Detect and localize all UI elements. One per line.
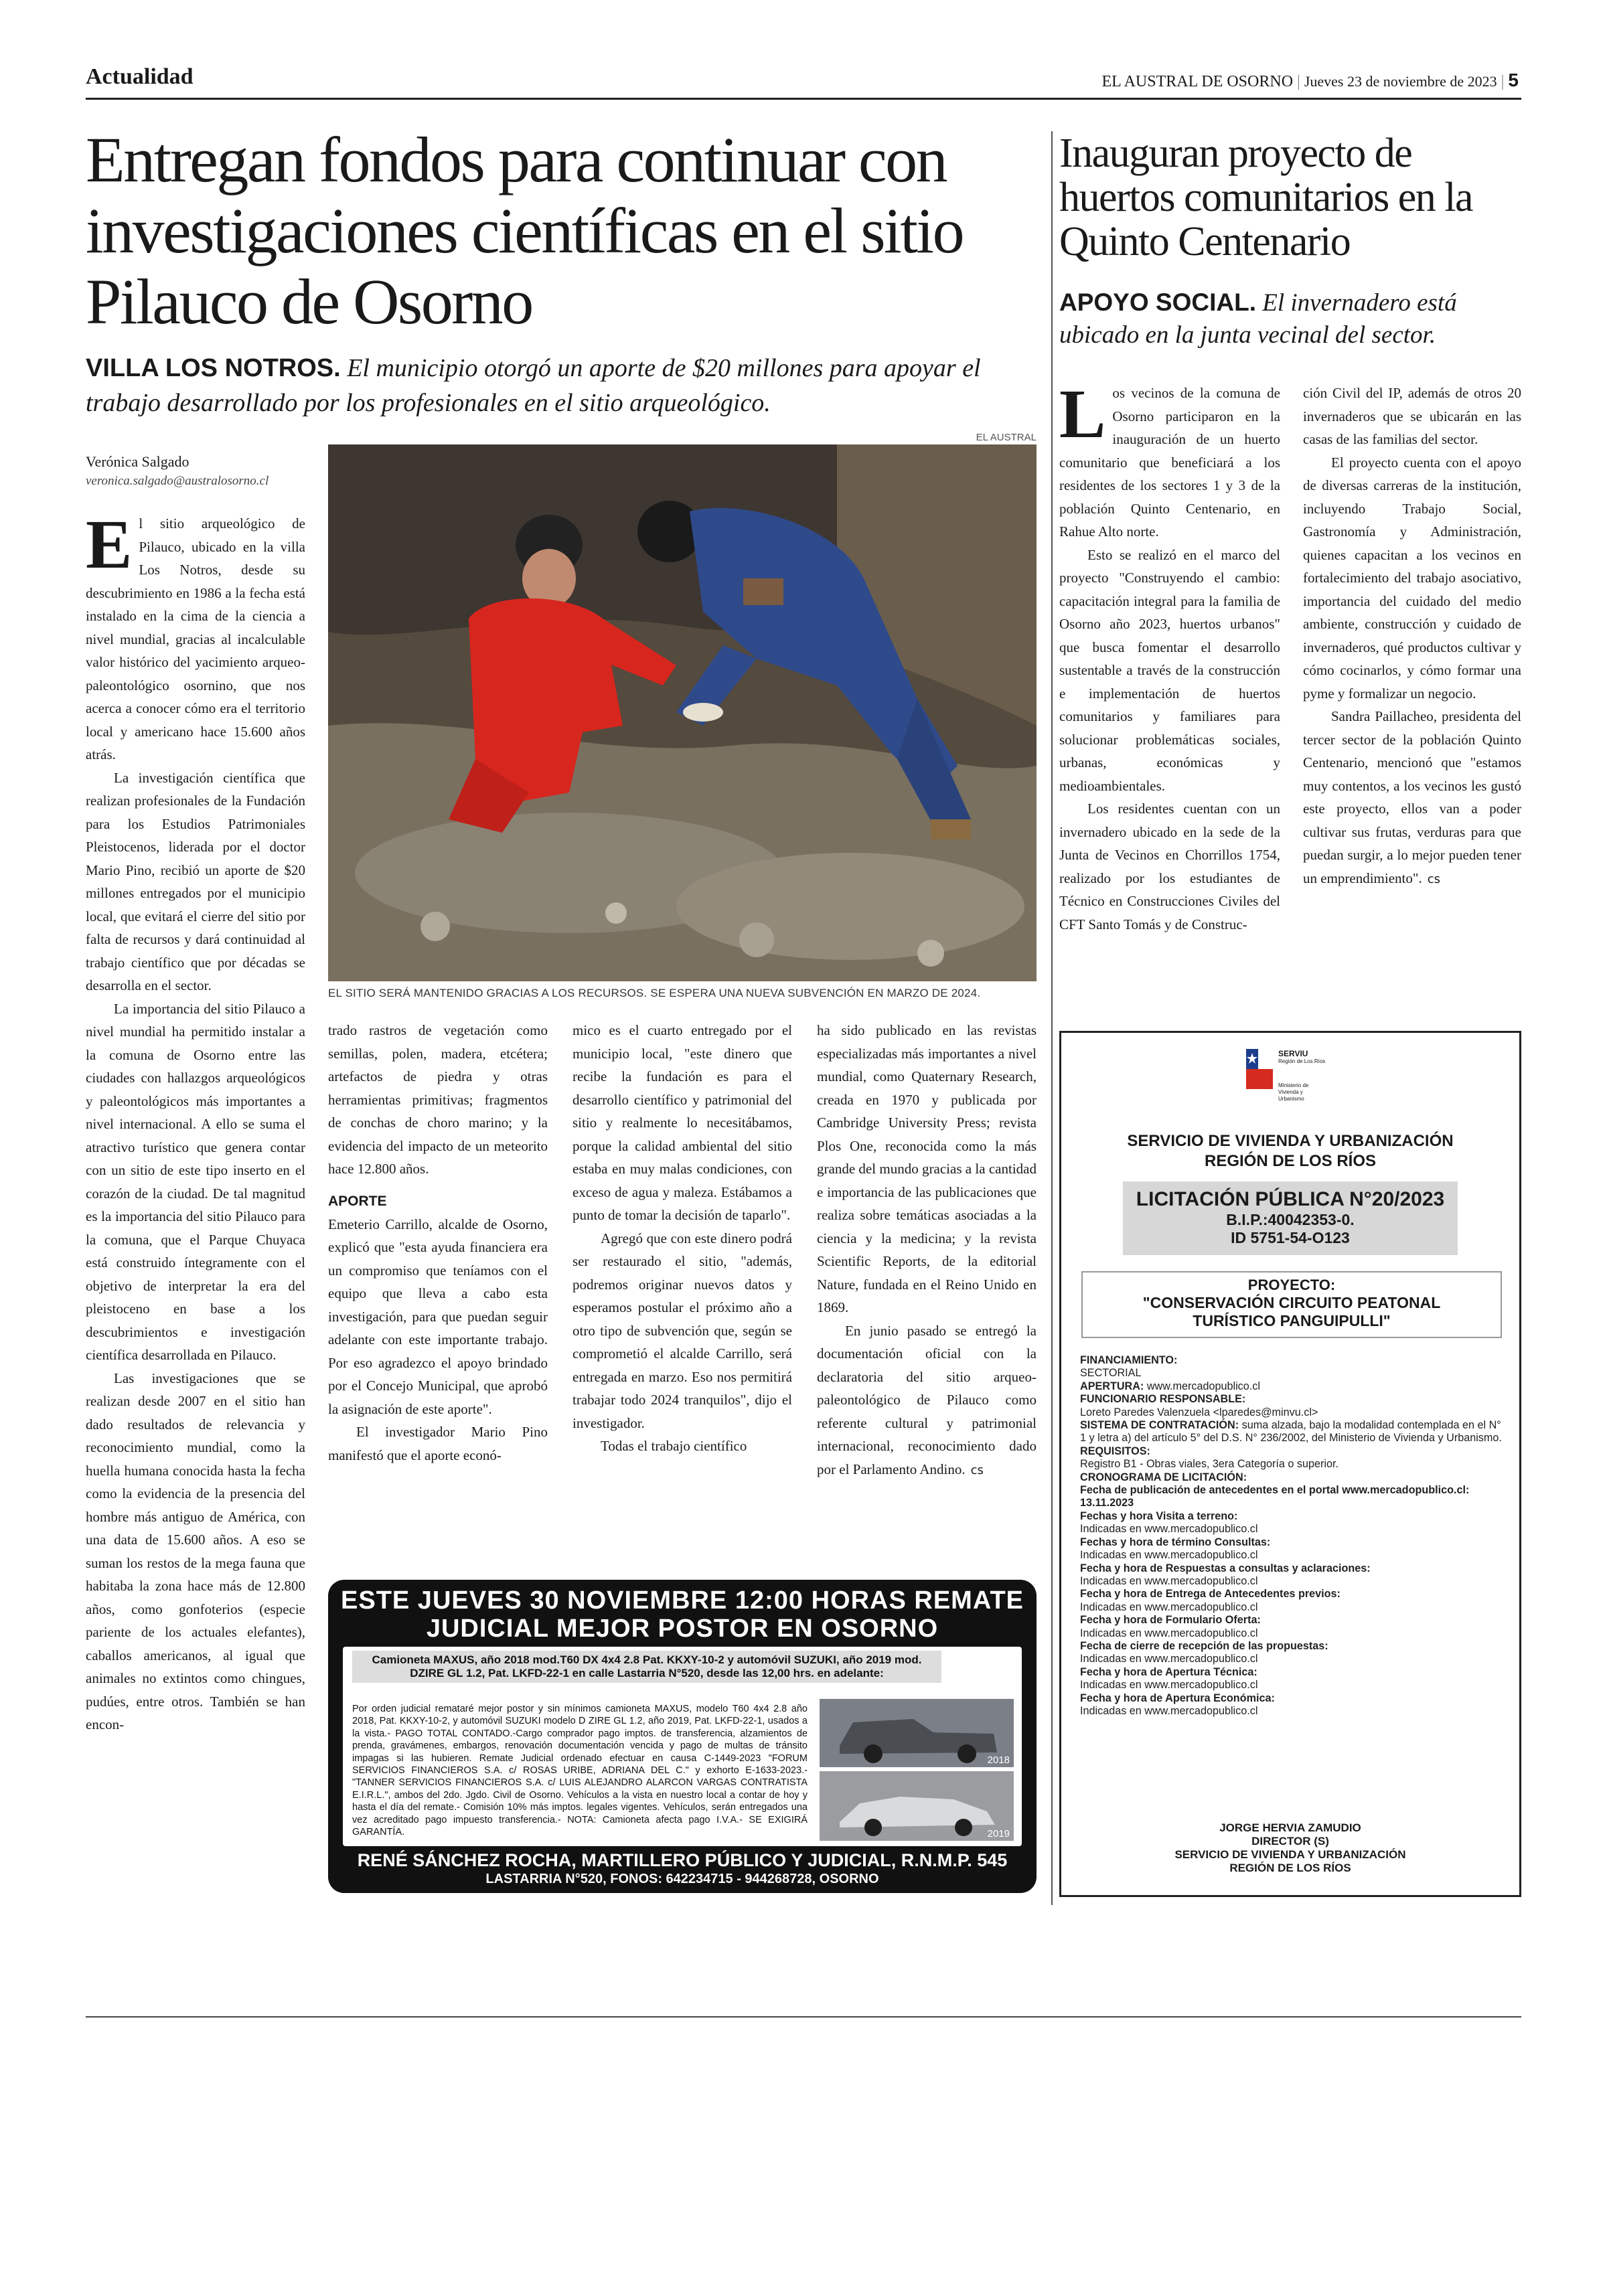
main-p7: El investigador Mario Pino manifestó que el aporte econó- bbox=[328, 1424, 548, 1463]
serviu-detail-row: Fecha y hora de Entrega de Antecedentes previos: Indicadas en www.mercadopublico.cl bbox=[1080, 1588, 1341, 1613]
serviu-detail-row: APERTURA: www.mercadopublico.cl bbox=[1080, 1380, 1260, 1392]
serviu-org-2: REGIÓN DE LOS RÍOS bbox=[1204, 1152, 1377, 1170]
serviu-detail-row: Fecha y hora de Apertura Técnica: Indicadas en www.mercadopublico.cl bbox=[1080, 1665, 1258, 1692]
main-p3: La importancia del sitio Pilauco a nivel mundial ha permitido instalar a la comuna de Osorno entre las ciudades con hallazgos arqueológicos y paleontológicos más importantes a nivel internacional. A ello se suma el atractivo turístico que genera contar con un sitio de este tipo inserto en el corazón de la ciudad. De tal magnitud es la importancia del sitio Pilauco para la comuna, que el Parque Chuyaca está construido íntegramente con el objetivo de interpretar la era del pleistoceno en base a los descubrimientos e investigación científica desarrollada en Pilauco. bbox=[86, 1000, 305, 1363]
serviu-org-1: SERVICIO DE VIVIENDA Y URBANIZACIÓN bbox=[1127, 1132, 1454, 1150]
side-kicker: APOYO SOCIAL. bbox=[1059, 289, 1256, 316]
car-image bbox=[820, 1771, 1014, 1841]
photo-caption: EL SITIO SERÁ MANTENIDO GRACIAS A LOS RECURSOS. SE ESPERA UNA NUEVA SUBVENCIÓN EN MARZO DE 2024. bbox=[328, 987, 981, 999]
serviu-signer-org1: SERVICIO DE VIVIENDA Y URBANIZACIÓN bbox=[1174, 1848, 1406, 1861]
main-deck-text: El municipio otorgó un aporte de $20 millones para apoyar el trabajo desarrollado por los profesionales en el sitio arqueológico. bbox=[86, 354, 981, 417]
serviu-detail-row: Fecha de publicación de antecedentes en el portal www.mercadopublico.cl: 13.11.2023 bbox=[1080, 1484, 1470, 1509]
serviu-logo bbox=[1246, 1049, 1333, 1121]
remate-photo-truck bbox=[820, 1699, 1014, 1767]
serviu-detail-row: CRONOGRAMA DE LICITACIÓN: bbox=[1080, 1471, 1247, 1483]
masthead-info: EL AUSTRAL DE OSORNO | Jueves 23 de noviembre de 2023 | 5 bbox=[1101, 70, 1519, 90]
main-column-2 bbox=[328, 1019, 548, 1467]
car-year: 2019 bbox=[987, 1828, 1010, 1839]
excavation-photo bbox=[328, 444, 1037, 981]
serviu-signer-name: JORGE HERVIA ZAMUDIO bbox=[1219, 1821, 1361, 1834]
serviu-proyecto-box bbox=[1081, 1271, 1502, 1338]
side-drop-cap: L bbox=[1059, 376, 1106, 453]
section-label: Actualidad bbox=[86, 64, 194, 89]
serviu-logo-sub2: Ministerio de Vivienda y Urbanismo bbox=[1278, 1082, 1309, 1102]
remate-photo-car bbox=[820, 1771, 1014, 1841]
remate-title-2: JUDICIAL MEJOR POSTOR EN OSORNO bbox=[426, 1615, 939, 1643]
main-p6: Emeterio Carrillo, alcalde de Osorno, explicó que "esta ayuda financiera era un compromiso que teníamos con el equipo que lleva a cabo esta investigación, para que puedan seguir adelante con este importante trabajo. Por eso agradezco el apoyo brindado por el Concejo Municipal, que aprobó la asignación de este aporte". bbox=[328, 1216, 548, 1417]
main-p5: trado rastros de vegetación como semillas, polen, madera, etcétera; artefactos de piedra y otras herramientas primitivas; fragmentos de conchas de choro marino; y la evidencia del impacto de un meteorito hace 12.800 años. bbox=[328, 1022, 548, 1177]
main-column-3 bbox=[572, 1019, 792, 1458]
main-p1: l sitio arqueológico de Pilauco, ubicado en la villa Los Notros, desde su descubrimiento en 1986 a la fecha está instalado en la cima de la ciencia a nivel mundial, gracias al incalculable valor histórico del yacimiento arqueo-paleontológico osornino, que nos acerca a conocer cómo era el territorio local y americano hace 15.600 años atrás. bbox=[86, 515, 305, 762]
main-column-4 bbox=[817, 1019, 1037, 1482]
side-p4: ción Civil del IP, además de otros 20 invernaderos que se ubicarán en las casas de las familias del sector. bbox=[1303, 385, 1521, 447]
main-headline: Entregan fondos para continuar con investigaciones científicas en el sitio Pilauco de Osorno bbox=[86, 124, 964, 337]
page-number: 5 bbox=[1508, 70, 1519, 90]
main-column-1 bbox=[86, 506, 305, 1736]
serviu-logo-sub1: Región de Los Ríos bbox=[1278, 1058, 1326, 1064]
serviu-logo-title: SERVIU bbox=[1278, 1049, 1308, 1058]
side-end-mark-icon: cs bbox=[1427, 872, 1440, 886]
column-divider bbox=[1051, 131, 1053, 1905]
serviu-signer-title: DIRECTOR (S) bbox=[1251, 1835, 1329, 1848]
remate-footer-1: RENÉ SÁNCHEZ ROCHA, MARTILLERO PÚBLICO Y JUDICIAL, R.N.M.P. 545 bbox=[357, 1850, 1008, 1870]
serviu-id: ID 5751-54-O123 bbox=[1231, 1229, 1350, 1246]
remate-vehicle-box: Camioneta MAXUS, año 2018 mod.T60 DX 4x4 2.8 Pat. KKXY-10-2 y automóvil SUZUKI, año 2019 mod. DZIRE GL 1.2, Pat. LKFD-22-1 en calle Lastarria N°520, desde las 12,00 hrs. en adelante: bbox=[352, 1651, 941, 1683]
main-deck bbox=[86, 351, 1037, 420]
serviu-detail-row: Fecha de cierre de recepción de las propuestas: Indicadas en www.mercadopublico.cl bbox=[1080, 1639, 1328, 1665]
side-p3: Los residentes cuentan con un invernadero ubicado en la sede de la Junta de Vecinos en Chorrillos 1754, realizado por los estudiantes de Técnico en Construcciones Civiles del CFT Santo Tomás y de Construc- bbox=[1059, 801, 1280, 932]
remate-footer-2: LASTARRIA N°520, FONOS: 642234715 - 944268728, OSORNO bbox=[485, 1872, 879, 1886]
main-p2: La investigación científica que realizan profesionales de la Fundación para los Estudios Patrimoniales Pleistocenos, liderada por el doctor Mario Pino, recibió un aporte de $20 millones entregados por el municipio local, que evitará el cierre del sitio por falta de recursos y dará continuidad al trabajo científico que por décadas se desarrolla en el sector. bbox=[86, 769, 305, 993]
serviu-detail-row: REQUISITOS: Registro B1 - Obras viales, 3era Categoría o superior. bbox=[1080, 1445, 1338, 1471]
serviu-bip: B.I.P.:40042353-0. bbox=[1226, 1211, 1355, 1228]
side-p1: os vecinos de la comuna de Osorno participaron en la inauguración de un huerto comunitario que beneficiará a los residentes de los sectores 1 y 3 de la población Quinto Centenario, en Rahue Alto norte. bbox=[1059, 385, 1280, 540]
remate-title-1: ESTE JUEVES 30 NOVIEMBRE 12:00 HORAS REMATE bbox=[341, 1586, 1024, 1615]
side-deck bbox=[1059, 286, 1521, 351]
end-mark-icon: cs bbox=[970, 1463, 984, 1477]
side-column-2 bbox=[1303, 382, 1521, 891]
main-kicker: VILLA LOS NOTROS. bbox=[86, 354, 341, 382]
serviu-licitacion: LICITACIÓN PÚBLICA N°20/2023 bbox=[1136, 1188, 1445, 1210]
photo-credit: EL AUSTRAL bbox=[976, 432, 1037, 443]
byline-email: veronica.salgado@australosorno.cl bbox=[86, 474, 269, 488]
serviu-detail-row: FINANCIAMIENTO: SECTORIAL bbox=[1080, 1354, 1178, 1380]
footer-rule bbox=[86, 2016, 1521, 2018]
serviu-detail-row: Fechas y hora Visita a terreno: Indicadas en www.mercadopublico.cl bbox=[1080, 1509, 1258, 1536]
side-p5: El proyecto cuenta con el apoyo de diversas carreras de la institución, incluyendo Trabajo Social, Gastronomía y Administración, quienes capacitan a los vecinos en fortalecimiento del trabajo asociativo, importancia del cuidado del medio ambiente, construcción y cuidado de invernaderos, qué productos cultivar y cómo cocinarlos, y cómo formar una pyme y formalizar un negocio. bbox=[1303, 454, 1521, 702]
side-headline: Inauguran proyecto de huertos comunitarios en la Quinto Centenario bbox=[1059, 131, 1472, 264]
serviu-licitacion-box bbox=[1123, 1181, 1458, 1255]
main-p4: Las investigaciones que se realizan desde 2007 en el sitio han dado resultados de relevancia y reconocimiento mundial, como la huella humana conocida hasta la fecha como la evidencia de la presencia del hombre más antiguo de América, con una data de 15.600 años. A eso se suman los restos de la mega fauna que habitaba la zona hace más de 12.800 años, como gonfoterios (especie pariente de los actuales elefantes), caballos americanos, al igual que animales no extintos como chingues, pudúes, entre otros. También se han encon- bbox=[86, 1370, 305, 1732]
main-p9: Agregó que con este dinero podrá ser restaurado el sitio, "además, podremos originar nuevos datos y esperamos postular el próximo año a otro tipo de subvención que, según se comprometió el alcalde Carrillo, será entregada en marzo. Eso nos permitirá trabajar todo 2024 tranquilos", dijo el investigador. bbox=[572, 1230, 792, 1431]
serviu-detail-row: SISTEMA DE CONTRATACIÓN: suma alzada, bajo la modalidad contemplada en el N° 1 y letra a) del artículo 5° del D.S. N° 236/2002, del Ministerio de Vivienda y Urbanismo. bbox=[1080, 1419, 1502, 1445]
side-column-1 bbox=[1059, 376, 1280, 936]
header-rule bbox=[86, 98, 1521, 100]
remate-inner bbox=[343, 1647, 1022, 1846]
serviu-detail-row: Fecha y hora de Apertura Económica: Indicadas en www.mercadopublico.cl bbox=[1080, 1692, 1275, 1717]
side-deck-text: El invernadero está ubicado en la junta vecinal del sector. bbox=[1059, 289, 1457, 349]
remate-body: Por orden judicial remataré mejor postor y sin mínimos camioneta MAXUS, modelo T60 4x4 2.8 año 2018, Pat. KKXY-10-2, y automóvil SUZUKI modelo D ZIRE GL 1.2, año 2019, Pat. LKFD-22-1, usados a la vista.- PAGO TOTAL CONTADO.-Cargo comprador pago imptos. de transferencia, alzamientos de prenda, gravámenes, embargos, renovación documentación vencida y pago de multas de tránsito impagas si las hubieren. Remate Judicial ordenado efectuar en causa C-1449-2023 "FORUM SERVICIOS FINANCIEROS S.A. c/ ROSAS URIBE, ADRIANA DEL C." y exhorto E-1633-2023.-"TANNER SERVICIOS FINANCIEROS S.A. c/ LUIS ALEJANDRO ALARCON VARGAS CONTRATISTA E.I.R.L.", ambos del 2do. Jgdo. Civil de Osorno. Vehículos a la vista en nuestro local a contar de hoy y hasta el día del remate.- Comisión 10% más imptos. legales vigentes. Vehículos, serán entregados una vez acreditado pago impuesto transferencia.- NOTA: Camioneta afecta pago I.V.A.- SE EXIGIRÁ GARANTÍA. bbox=[352, 1704, 808, 1838]
serviu-proyecto-name: "CONSERVACIÓN CIRCUITO PEATONAL TURÍSTICO PANGUIPULLI" bbox=[1142, 1294, 1441, 1329]
remate-ad bbox=[328, 1580, 1037, 1893]
serviu-signature bbox=[1061, 1821, 1519, 1875]
main-p8: mico es el cuarto entregado por el municipio local, "este dinero que recibe la fundación es para el desarrollo científico y patrimonial del sitio y realmente lo necesitábamos, porque la calidad ambiental del sitio estaba en muy malas condiciones, con exceso de agua y maleza. Estábamos a punto de tomar la decisión de taparlo". bbox=[572, 1022, 792, 1223]
serviu-proyecto-label: PROYECTO: bbox=[1247, 1277, 1336, 1293]
main-p12: En junio pasado se entregó la documentación oficial con la declaratoria del sitio arqueo-paleontológico de Pilauco como referente cultural y patrimonial internacional, reconocimiento dado por el Parlamento Andino. bbox=[817, 1322, 1037, 1477]
side-p2: Esto se realizó en el marco del proyecto "Construyendo el cambio: capacitación integral para la familia de Osorno año 2023, huertos urbanos" que busca fomentar el desarrollo sustentable a través de la construcción e implementación de huertos comunitarios y familiares para solucionar problemáticas sociales, urbanas, económicas y medioambientales. bbox=[1059, 546, 1280, 794]
serviu-detail-row: Fechas y hora de término Consultas: Indicadas en www.mercadopublico.cl bbox=[1080, 1536, 1271, 1562]
main-drop-cap: E bbox=[86, 506, 133, 583]
main-p10: Todas el trabajo científico bbox=[601, 1438, 747, 1454]
serviu-signer-org2: REGIÓN DE LOS RÍOS bbox=[1229, 1862, 1351, 1874]
paper-name: EL AUSTRAL DE OSORNO bbox=[1101, 73, 1294, 90]
serviu-detail-row: FUNCIONARIO RESPONSABLE: Loreto Paredes Valenzuela <lparedes@minvu.cl> bbox=[1080, 1393, 1318, 1418]
byline-author: Verónica Salgado bbox=[86, 453, 189, 470]
side-p6: Sandra Paillacheo, presidenta del tercer sector de la población Quinto Centenario, mencionó que "estamos muy contentos, a los vecinos les gustó este proyecto, ellos van a poder cultivar sus frutas, verduras para que puedan surgir, a lo mejor pueden tener un emprendimiento". bbox=[1303, 708, 1521, 886]
serviu-details bbox=[1080, 1354, 1502, 1718]
issue-date: Jueves 23 de noviembre de 2023 bbox=[1304, 73, 1497, 90]
serviu-detail-row: Fecha y hora de Respuestas a consultas y aclaraciones: Indicadas en www.mercadopublico.cl bbox=[1080, 1562, 1371, 1587]
serviu-ad bbox=[1059, 1031, 1521, 1897]
chile-flag-icon bbox=[1246, 1049, 1273, 1089]
main-p11: ha sido publicado en las revistas especializadas más importantes a nivel mundial, como Quaternary Research, creada en 1970 y publicada por Cambridge University Press; revista Plos One, reconocida como la más grande del mundo gracias a la cantidad e importancia de las publicaciones que realiza sobre temáticas asociadas a la ciencia y la medicina; y la revista Scientific Reports, de la editorial Nature, fundada en el Reino Unido en 1869. bbox=[817, 1022, 1037, 1315]
serviu-detail-row: Fecha y hora de Formulario Oferta: Indicadas en www.mercadopublico.cl bbox=[1080, 1614, 1261, 1639]
truck-year: 2018 bbox=[987, 1754, 1010, 1766]
article-photo bbox=[328, 444, 1037, 981]
main-subhead: APORTE bbox=[328, 1193, 387, 1209]
truck-image bbox=[820, 1699, 1014, 1767]
